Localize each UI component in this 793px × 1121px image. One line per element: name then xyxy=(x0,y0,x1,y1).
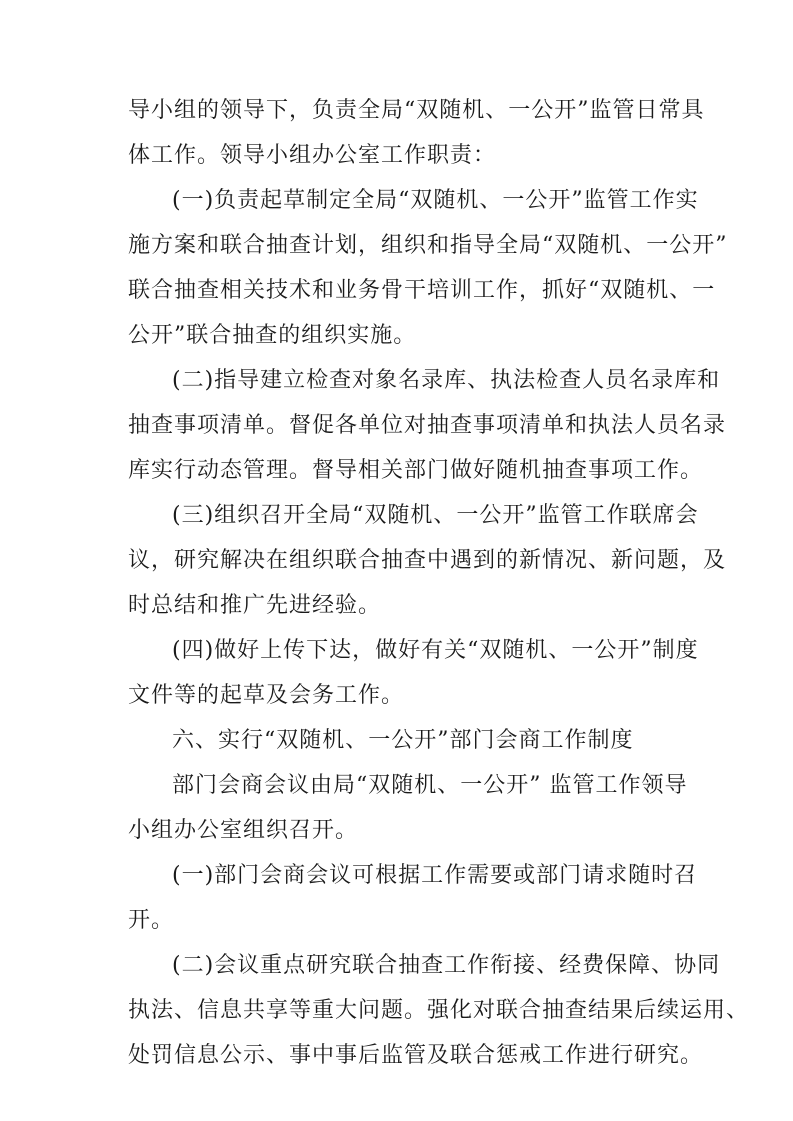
duty-3-line-2: 议，研究解决在组织联合抽查中遇到的新情况、新问题，及 xyxy=(128,548,727,573)
duty-3-line-1: (三)组织召开全局“双随机、一公开”监管工作联席会 xyxy=(172,503,699,528)
duty-4-line-1: (四)做好上传下达，做好有关“双随机、一公开”制度 xyxy=(172,638,699,663)
section-6-intro-line-1: 部门会商会议由局“双随机、一公开” 监管工作领导 xyxy=(172,773,688,798)
duty-1-line-1: (一)负责起草制定全局“双随机、一公开”监管工作实 xyxy=(172,188,699,213)
duty-2-line-2: 抽查事项清单。督促各单位对抽查事项清单和执法人员名录 xyxy=(128,413,727,438)
intro-line-1: 导小组的领导下，负责全局“双随机、一公开”监管日常具 xyxy=(128,98,705,123)
intro-line-2: 体工作。领导小组办公室工作职责： xyxy=(128,143,497,168)
section-6-intro-line-2: 小组办公室组织召开。 xyxy=(128,818,359,843)
duty-1-line-2: 施方案和联合抽查计划，组织和指导全局“双随机、一公开” xyxy=(128,233,728,258)
meeting-2-line-1: (二)会议重点研究联合抽查工作衔接、经费保障、协同 xyxy=(172,953,721,978)
duty-1-line-4: 公开”联合抽查的组织实施。 xyxy=(128,323,417,348)
section-6-heading: 六、实行“双随机、一公开”部门会商工作制度 xyxy=(172,728,634,753)
meeting-1-line-1: (一)部门会商会议可根据工作需要或部门请求随时召 xyxy=(172,863,698,888)
duty-3-line-3: 时总结和推广先进经验。 xyxy=(128,593,382,618)
duty-2-line-3: 库实行动态管理。督导相关部门做好随机抽查事项工作。 xyxy=(128,458,704,483)
duty-4-line-2: 文件等的起草及会务工作。 xyxy=(128,683,405,708)
meeting-2-line-2: 执法、信息共享等重大问题。强化对联合抽查结果后续运用、 xyxy=(128,998,750,1023)
duty-1-line-3: 联合抽查相关技术和业务骨干培训工作，抓好“双随机、一 xyxy=(128,278,716,303)
duty-2-line-1: (二)指导建立检查对象名录库、执法检查人员名录库和 xyxy=(172,368,721,393)
meeting-1-line-2: 开。 xyxy=(128,908,175,933)
meeting-2-line-3: 处罚信息公示、事中事后监管及联合惩戒工作进行研究。 xyxy=(128,1043,704,1068)
